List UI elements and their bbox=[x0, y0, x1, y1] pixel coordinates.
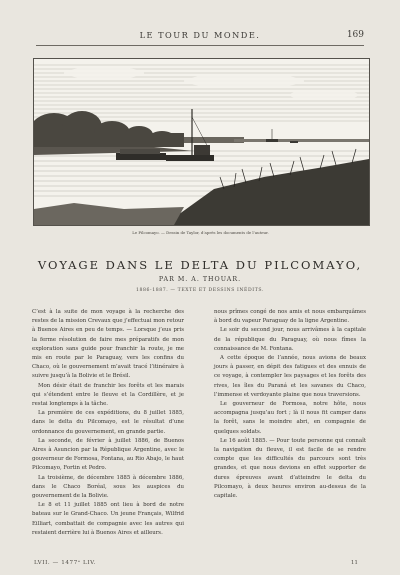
page-footer bbox=[34, 560, 366, 570]
paragraph: Le soir du second jour, nous arrivâmes à la capitale de la république du Paraguay, où nous fîmes la connaissance de M. Fontana. bbox=[214, 327, 366, 352]
text-column-right bbox=[214, 308, 366, 501]
paragraph: La troisième, de décembre 1885 à décembre 1886, dans le Chaco Boréal, sous les auspices du gouvernement de la Bolivie. bbox=[32, 474, 184, 500]
paragraph: nous prîmes congé de nos amis et nous embarquâmes à bord du vapeur Paraguay de la ligne Argentine. bbox=[214, 309, 366, 325]
paragraph: Le 16 août 1885. — Pour toute personne qui connaît la navigation du fleuve, il est facile de se rendre compte que les difficultés du parcours sont très grandes, et que nous devions en effet supporter de dures épreuves avant d’atteindre le delta du Pilcomayo, à deux heures environ au-dessus de la capitale. bbox=[214, 437, 366, 500]
left-bank bbox=[34, 147, 194, 155]
illustration-caption: Le Pilcomayo. — Dessin de Taylor, d’après les documents de l’auteur. bbox=[132, 230, 269, 235]
clouds bbox=[64, 67, 359, 100]
article-title: VOYAGE DANS LE DELTA DU PILCOMAYO, bbox=[37, 258, 363, 272]
paragraph: Mon désir était de franchir les forêts et les marais qui s’étendent entre le fleuve et la Cordillère, et je restai longtemps à la tâche. bbox=[32, 382, 184, 408]
header-rule bbox=[36, 45, 364, 46]
text-column-left bbox=[32, 308, 184, 538]
paragraph: Le 8 et 11 juillet 1885 ont lieu à bord de notre bateau sur le Grand-Chaco. Un jeune Français, Wilfrid Eilliart, combattait de compagnie avec les autres qui restaient derrière lui à Buenos Aires et ailleurs. bbox=[32, 502, 184, 536]
engraving-illustration bbox=[33, 58, 370, 226]
paragraph: La seconde, de février à juillet 1886, de Buenos Aires à Asuncion par la République Argentine, avec le gouverneur de Formosa, Fontana, au Rio Abajo, le haut Pilcomayo, Fortin et Pedro. bbox=[32, 437, 184, 472]
paragraph: A cette époque de l’année, nous avions de beaux jours à passer, en dépit des fatigues et des ennuis de ce voyage, à contempler les paysages et les forêts des rives, les îles du Paraná et les savanes du Chaco, l’immense et verdoyante plaine que nous traversions. bbox=[214, 355, 366, 398]
paragraph: Le gouverneur de Formosa, notre hôte, nous accompagna jusqu’au fort ; là il nous fit camper dans la forêt, sans le moindre abri, en compagnie de quelques soldats. bbox=[214, 401, 366, 435]
paragraph: C’est à la suite de mon voyage à la recherche des restes de la mission Crevaux que j’effectuai mon retour à Buenos Aires en peu de temps. — Lorsque j’eus pris la ferme résolution de faire mes préparatifs de mon exploration sans guide pour franchir la route, je me mis en route par le Paraguay, vers les confins du Chaco, où le gouvernement m’avait tracé l’itinéraire à suivre jusqu’à la Bolivie et le Brésil. bbox=[32, 309, 184, 380]
paragraph: La première de ces expéditions, du 8 juillet 1885, dans le delta du Pilcomayo, est le résultat d’une ordonnance du gouvernement, en grande partie. bbox=[32, 410, 184, 435]
page-number: 169 bbox=[346, 30, 364, 40]
distant-shore bbox=[234, 139, 369, 142]
sheet-number: 11 bbox=[350, 560, 358, 566]
far-treeline bbox=[34, 111, 244, 149]
reeds-left bbox=[34, 203, 184, 225]
foreground-bank bbox=[164, 159, 369, 225]
article-dateline: 1886-1887. — TEXTE ET DESSINS INÉDITS. bbox=[135, 288, 265, 293]
river-scene-engraving bbox=[34, 59, 369, 225]
running-head-title: LE TOUR DU MONDE. bbox=[139, 30, 261, 40]
article-byline: PAR M. A. THOUAR. bbox=[158, 276, 242, 283]
signature-mark: LVII. — 1477ᵉ LIV. bbox=[34, 560, 97, 566]
running-head bbox=[36, 30, 364, 44]
